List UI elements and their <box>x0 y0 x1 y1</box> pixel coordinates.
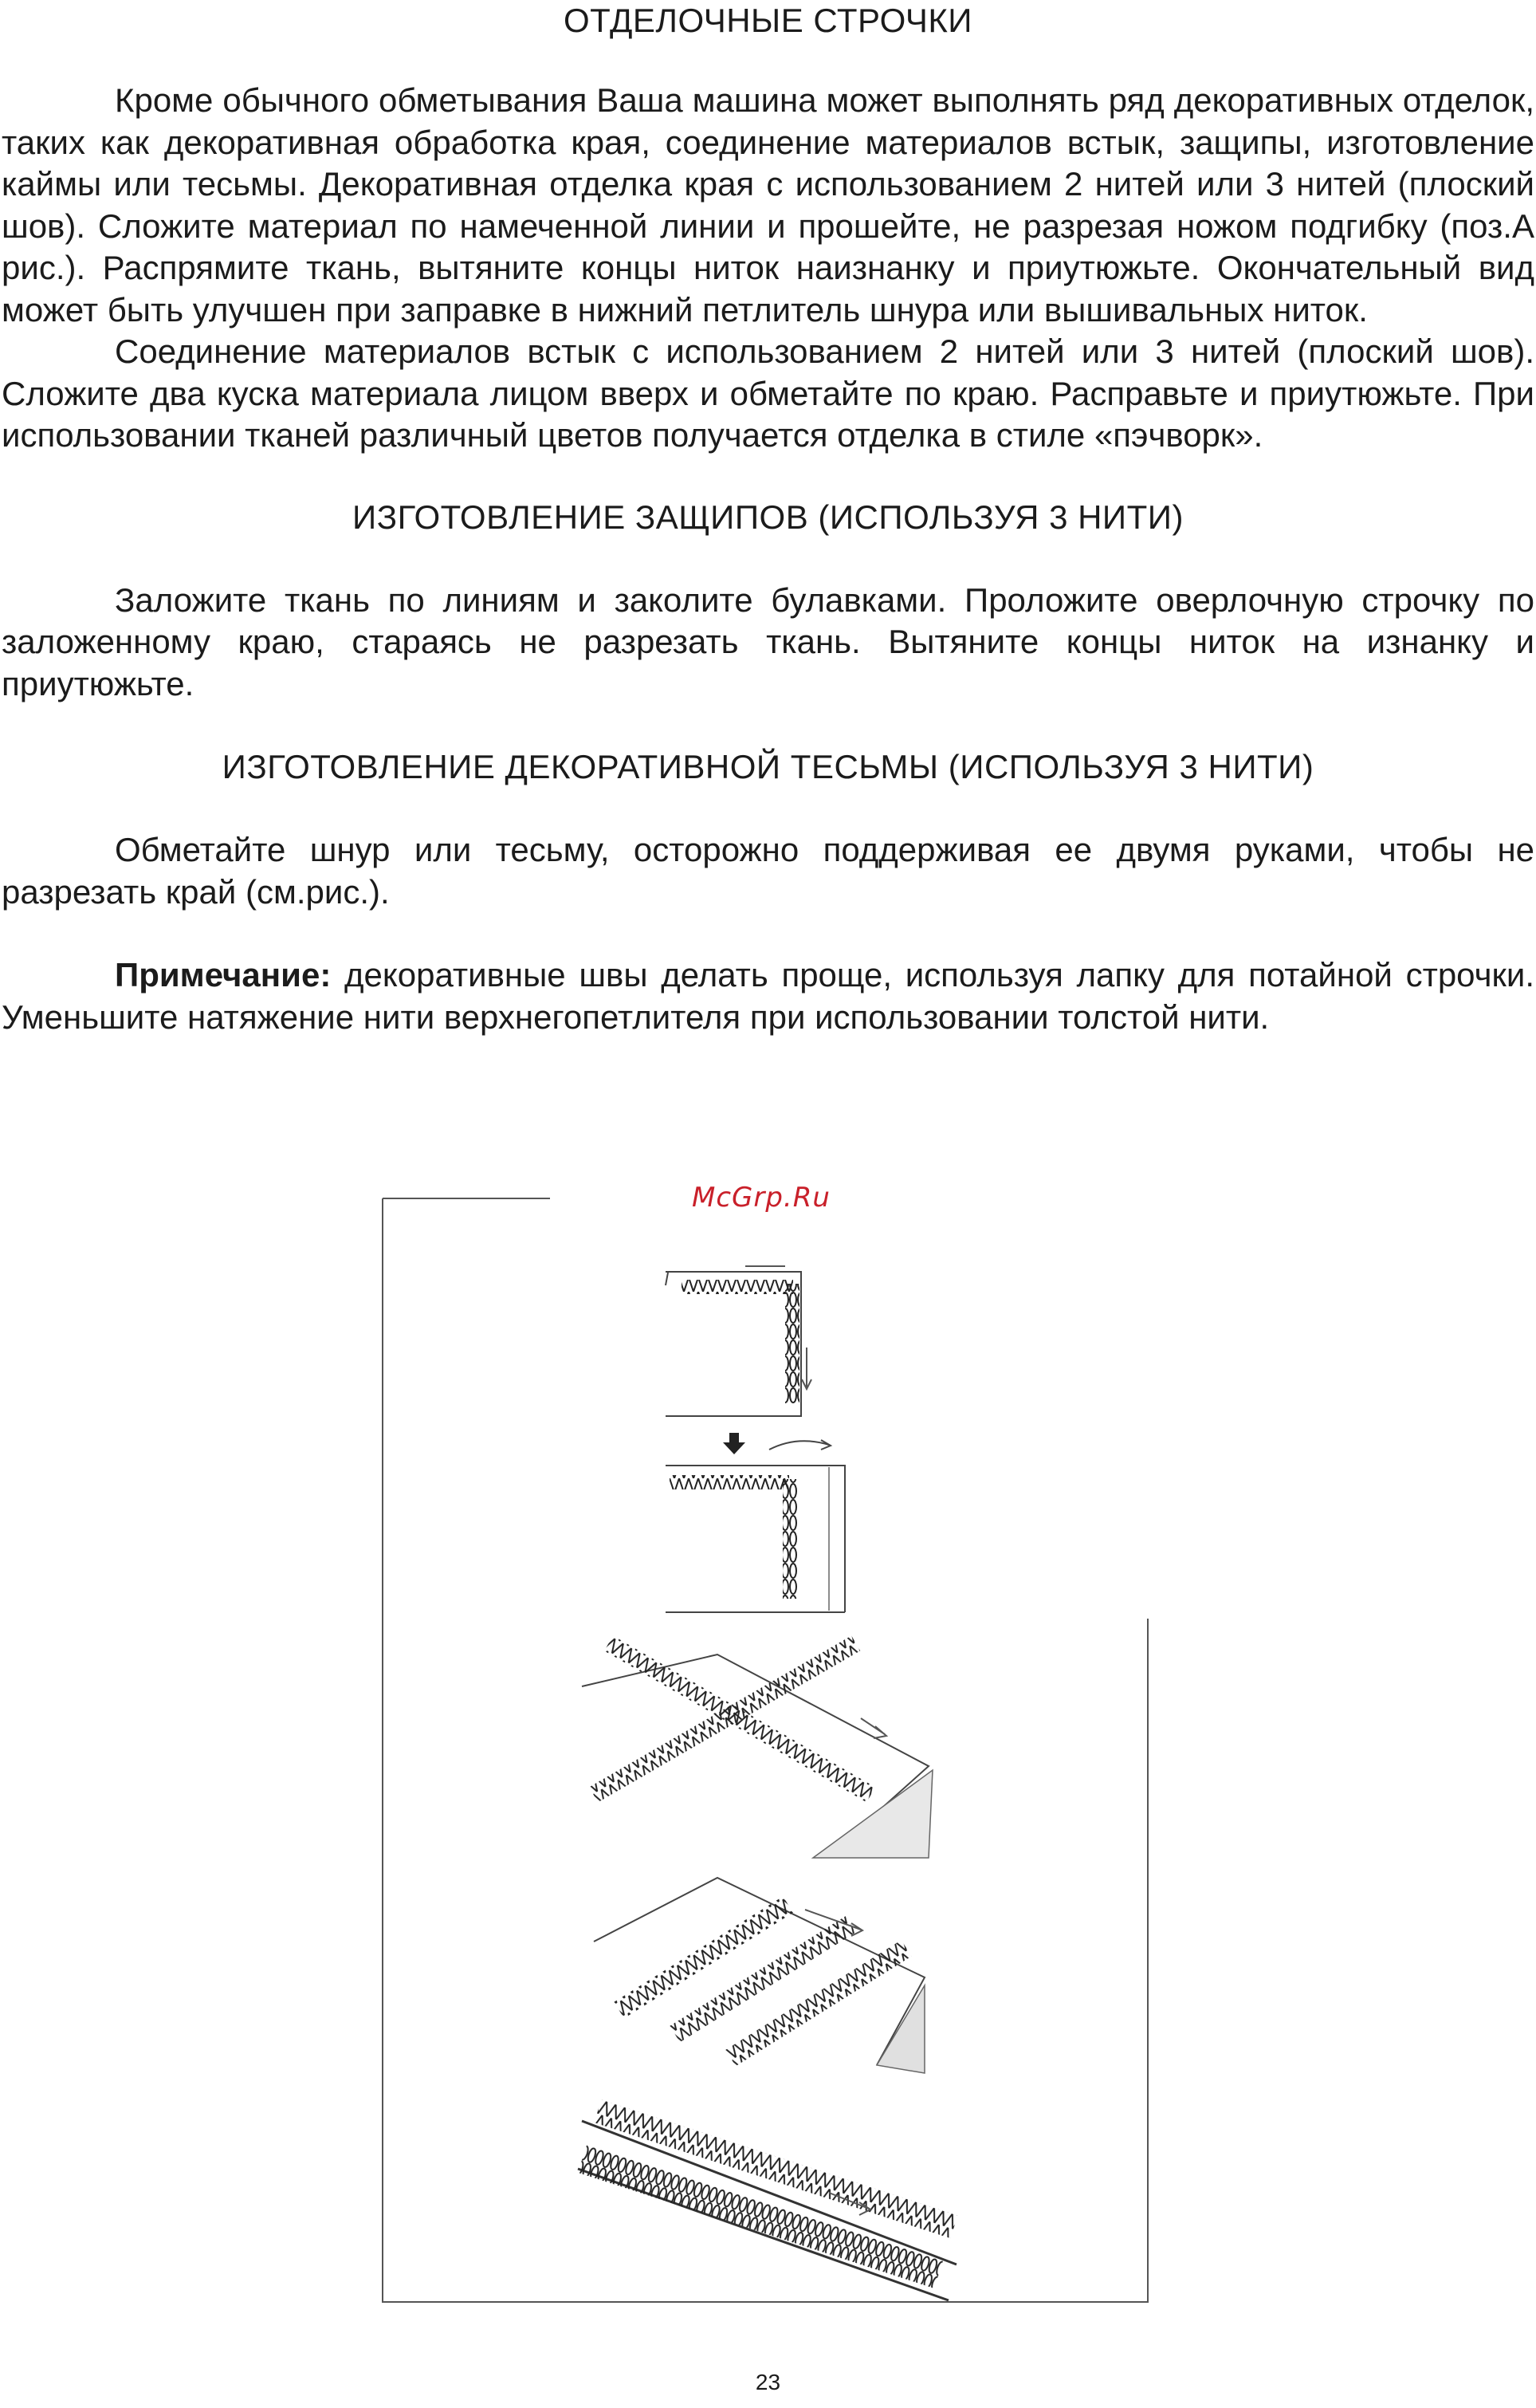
flatlock-cross-seam-icon <box>582 1635 933 1858</box>
paragraph-braid: Обметайте шнур или тесьму, осторожно поддерживая ее двумя руками, чтобы не разрезать край (см.рис.). <box>2 831 1534 911</box>
seam-open-panel-icon <box>666 1466 845 1612</box>
watermark: McGrp.Ru <box>692 1182 831 1214</box>
paragraph-intro: Кроме обычного обметывания Ваша машина может выполнять ряд декоративных отделок, таких как декоративная обработка края, соединение материалов встык, защипы, изготовление каймы или тесьмы. Декоративная отделка края с использованием 2 нитей или 3 нитей (плоский шов). Сложите материал по намеченной линии и прошейте, не разрезая ножом подгибку (поз.А рис.). Распрямите ткань, вытяните концы ниток наизнанку и приутюжьте. Окончательный вид может быть улучшен при заправке в нижний петлитель шнура или вышивальных ниток. <box>2 81 1534 329</box>
decorative-braid-icon <box>578 2099 958 2300</box>
figure-frame <box>383 1198 1148 2302</box>
note-label: Примечание: <box>115 956 332 993</box>
note-text: декоративные швы делать проще, используя лапку для потайной строчки. Уменьшите натяжение нити верхнегопетлителя при использовании толстой нити. <box>2 956 1534 1036</box>
pintuck-rows-icon <box>594 1878 925 2073</box>
page-number: 23 <box>755 2370 781 2394</box>
heading-finishing-stitches: ОТДЕЛОЧНЫЕ СТРОЧКИ <box>564 2 972 39</box>
down-arrow-icon <box>723 1433 831 1454</box>
heading-pintucks: ИЗГОТОВЛЕНИЕ ЗАЩИПОВ (ИСПОЛЬЗУЯ 3 НИТИ) <box>352 498 1184 536</box>
rolled-edge-panel-icon <box>666 1266 811 1416</box>
heading-braid: ИЗГОТОВЛЕНИЕ ДЕКОРАТИВНОЙ ТЕСЬМЫ (ИСПОЛЬЗУЯ 3 НИТИ) <box>222 748 1314 785</box>
paragraph-flatlock: Соединение материалов встык с использованием 2 нитей или 3 нитей (плоский шов). Сложите два куска материала лицом вверх и обметайте по краю. Расправьте и приутюжьте. При использовании тканей различный цветов получается отделка в стиле «пэчворк». <box>2 332 1534 454</box>
paragraph-pintucks: Заложите ткань по линиям и заколите булавками. Проложите оверлочную строчку по заложенному краю, стараясь не разрезать ткань. Вытяните концы ниток на изнанку и приутюжьте. <box>2 580 1534 702</box>
